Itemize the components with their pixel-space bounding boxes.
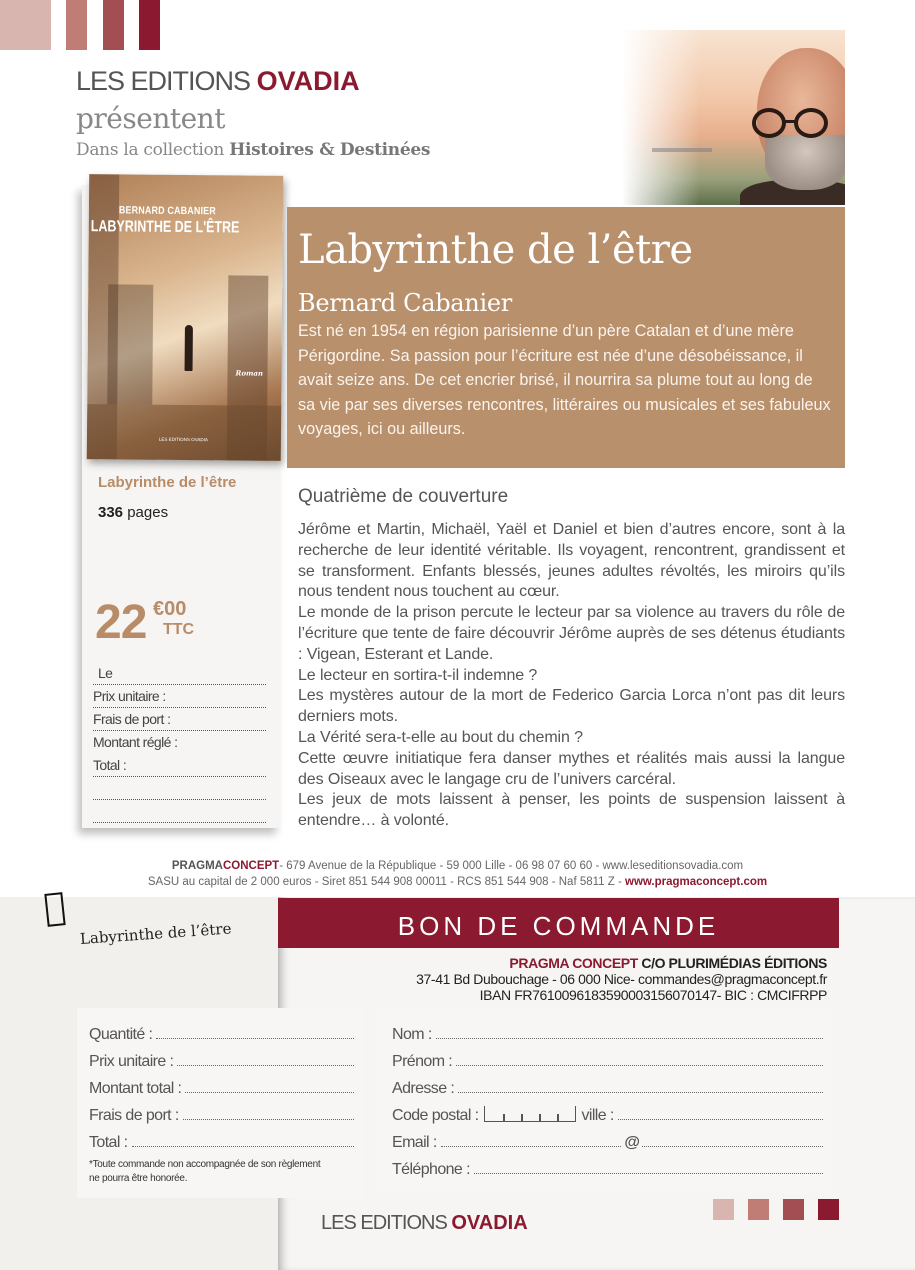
publisher-brand	[76, 66, 360, 97]
field-line[interactable]	[132, 1146, 355, 1147]
footer-brand-name: OVADIA	[451, 1212, 528, 1234]
field-line[interactable]	[185, 1092, 354, 1093]
field-label: ville :	[581, 1107, 614, 1124]
field-line[interactable]	[183, 1119, 354, 1120]
back-cover-paragraph: Les mystères autour de la mort de Federico Garcia Lorca n’ont pas dit leurs derniers mots.	[298, 687, 845, 726]
mini-field-blank[interactable]	[93, 800, 266, 823]
mini-label: Total :	[93, 757, 127, 773]
author-name: Bernard Cabanier	[298, 289, 512, 317]
mini-field-unit-price[interactable]	[93, 685, 266, 708]
total-amount-field[interactable]	[89, 1076, 354, 1098]
price-cents: €00	[153, 598, 187, 620]
field-label: Nom :	[392, 1026, 432, 1043]
quantity-panel	[77, 1008, 364, 1198]
mini-label: Frais de port :	[93, 711, 171, 727]
contact-panel	[377, 1008, 833, 1193]
legal-company-b: CONCEPT	[222, 860, 280, 872]
field-label: Total :	[89, 1134, 128, 1151]
email-domain-line[interactable]	[642, 1146, 823, 1147]
back-cover-heading: Quatrième de couverture	[298, 486, 509, 507]
author-bio-text: Est né en 1954 en région parisienne d’un père Catalan et d’une mère Périgordine. Sa passion pour l’écriture est née d’une désobéissance, il avait seize ans. De cet encrier brisé, il nourrira sa plume tout au long de sa vie par ses diverses rencontres, littéraires ou musicales et ses fabuleux voyages, ici ou ailleurs.	[298, 322, 831, 439]
page-count-number: 336	[98, 504, 124, 521]
footer-brand	[321, 1212, 528, 1235]
mini-field-date[interactable]	[93, 662, 266, 685]
price-tax: TTC	[163, 621, 195, 638]
field-line[interactable]	[474, 1173, 823, 1174]
photo-pier	[652, 148, 712, 152]
collection-line	[76, 140, 430, 160]
field-label: Email :	[392, 1134, 437, 1151]
square-pale	[713, 1199, 734, 1220]
back-cover-paragraph: La Vérité sera-t-elle au bout du chemin ?	[298, 728, 583, 746]
mini-label: Prix unitaire :	[93, 688, 166, 704]
square-light	[748, 1199, 769, 1220]
quantity-field[interactable]	[89, 1022, 354, 1044]
mini-field-amount-paid[interactable]	[93, 731, 266, 754]
payment-note-line1: *Toute commande non accompagnée de son règlement	[89, 1159, 321, 1170]
address-street: 37-41 Bd Dubouchage - 06 000 Nice- commandes@pragmaconcept.fr	[416, 971, 827, 987]
field-line[interactable]	[456, 1065, 823, 1066]
back-cover-paragraph: Jérôme et Martin, Michaël, Yaël et Daniel et bien d’autres encore, sont à la recherche de leur identité véritable. Ils voyagent, rencontrent, grandissent et se transforment. Enfants blessés, jeunes adultes révoltés, les miroirs qu’ils nous tendent nous touchent au cœur.	[298, 521, 845, 601]
unit-price-field[interactable]	[89, 1049, 354, 1071]
footer-brand-prefix: LES EDITIONS	[321, 1212, 452, 1234]
back-cover-text	[298, 520, 845, 832]
field-label: Adresse :	[392, 1080, 455, 1097]
field-line[interactable]	[458, 1092, 823, 1093]
mini-label: Montant réglé :	[93, 734, 178, 750]
scissors-mark-icon	[44, 892, 65, 927]
collection-prefix: Dans la collection	[76, 140, 230, 160]
brand-name: OVADIA	[256, 66, 360, 96]
grand-total-field[interactable]	[89, 1130, 354, 1152]
page-count	[98, 504, 168, 521]
mini-label: Le	[98, 665, 113, 681]
address-field[interactable]	[392, 1076, 823, 1098]
field-label: Prix unitaire :	[89, 1053, 174, 1070]
legal-footer	[0, 858, 915, 890]
cover-wall	[107, 284, 153, 404]
glasses-right	[794, 108, 828, 138]
price-euros: 22	[95, 596, 147, 649]
legal-website-link[interactable]: www.pragmaconcept.com	[625, 876, 768, 888]
photo-beard	[765, 135, 845, 190]
field-label: Montant total :	[89, 1080, 182, 1097]
back-cover-paragraph: Le monde de la prison percute le lecteur par sa violence au travers du rôle de l’écriture que tente de faire découvrir Jérôme auprès de ses détenus étudiants : Vigean, Esterant et Lande.	[298, 604, 845, 663]
back-cover-paragraph: Cette œuvre initiatique fera danser mythes et réalités mais aussi la langue des Oiseaux avec le langage cru de l’univers carcéral.	[298, 749, 845, 788]
mini-order-form	[93, 662, 266, 823]
name-field[interactable]	[392, 1022, 823, 1044]
glasses-left	[752, 108, 786, 138]
price	[95, 595, 195, 650]
postal-city-field[interactable]	[392, 1103, 823, 1125]
field-label: Frais de port :	[89, 1107, 179, 1124]
postal-code-boxes[interactable]	[484, 1106, 576, 1122]
stub-book-title: Labyrinthe de l’être	[79, 919, 232, 948]
address-care-of: C/O PLURIMÉDIAS ÉDITIONS	[637, 955, 827, 971]
cover-genre: Roman	[235, 368, 264, 378]
back-cover-paragraph: Le lecteur en sortira-t-il indemne ?	[298, 666, 538, 684]
author-bio-box	[287, 207, 845, 468]
presentent-heading: présentent	[76, 102, 225, 135]
bar-light	[66, 0, 87, 50]
field-label: Code postal :	[392, 1107, 479, 1124]
cover-wall	[87, 404, 281, 461]
field-label: Téléphone :	[392, 1161, 470, 1178]
book-title: Labyrinthe de l’être	[298, 227, 693, 273]
field-label: Prénom :	[392, 1053, 453, 1070]
field-line[interactable]	[436, 1038, 823, 1039]
page-count-label: pages	[123, 504, 169, 521]
field-line[interactable]	[156, 1038, 354, 1039]
email-user-line[interactable]	[441, 1146, 622, 1147]
order-address	[330, 955, 827, 1003]
cover-author: BERNARD CABANIER	[118, 204, 216, 218]
author-photo	[622, 30, 845, 205]
legal-line1-text: - 679 Avenue de la République - 59 000 Lille - 06 98 07 60 60 - www.leseditionsovadia.com	[279, 860, 744, 872]
firstname-field[interactable]	[392, 1049, 823, 1071]
cover-title: LABYRINTHE DE L'ÊTRE	[90, 218, 240, 237]
mini-field-shipping[interactable]	[93, 708, 266, 731]
bar-mid	[103, 0, 124, 50]
legal-company-a: PRAGMA	[171, 860, 223, 872]
shipping-field[interactable]	[89, 1103, 354, 1125]
collection-name: Histoires & Destinées	[229, 140, 431, 160]
bar-dark	[139, 0, 160, 50]
square-dark	[818, 1199, 839, 1220]
book-title-small: Labyrinthe de l’être	[98, 474, 237, 491]
field-label: Quantité :	[89, 1026, 153, 1043]
back-cover-paragraph: Les jeux de mots laissent à penser, les points de suspension laissent à entendre… à volonté.	[298, 791, 845, 830]
field-line[interactable]	[177, 1065, 354, 1066]
legal-line2-text: SASU au capital de 2 000 euros - Siret 851 544 908 00011 - RCS 851 544 908 - Naf 5811 Z -	[147, 876, 626, 888]
cover-publisher: LES EDITIONS OVADIA	[158, 436, 208, 443]
legal-line-2	[0, 874, 915, 890]
legal-line-1	[0, 858, 915, 874]
cover-figure	[185, 325, 193, 371]
mini-field-total[interactable]	[93, 754, 266, 777]
address-company-line	[330, 955, 827, 971]
address-bank: IBAN FR7610096183590003156070147- BIC : CMCIFRPP	[479, 987, 827, 1003]
email-field[interactable]	[392, 1130, 823, 1152]
order-form-title: BON DE COMMANDE	[278, 898, 839, 948]
bar-pale	[0, 0, 51, 50]
payment-note-line2: ne pourra être honorée.	[89, 1173, 188, 1184]
brand-prefix: LES EDITIONS	[76, 66, 257, 96]
book-cover	[87, 174, 283, 461]
payment-note	[89, 1158, 320, 1186]
phone-field[interactable]	[392, 1157, 823, 1179]
glasses-bridge	[782, 120, 796, 123]
city-line[interactable]	[618, 1119, 823, 1120]
square-mid	[783, 1199, 804, 1220]
address-company: PRAGMA CONCEPT	[509, 955, 638, 971]
at-sign: @	[624, 1134, 640, 1151]
mini-field-blank[interactable]	[93, 777, 266, 800]
